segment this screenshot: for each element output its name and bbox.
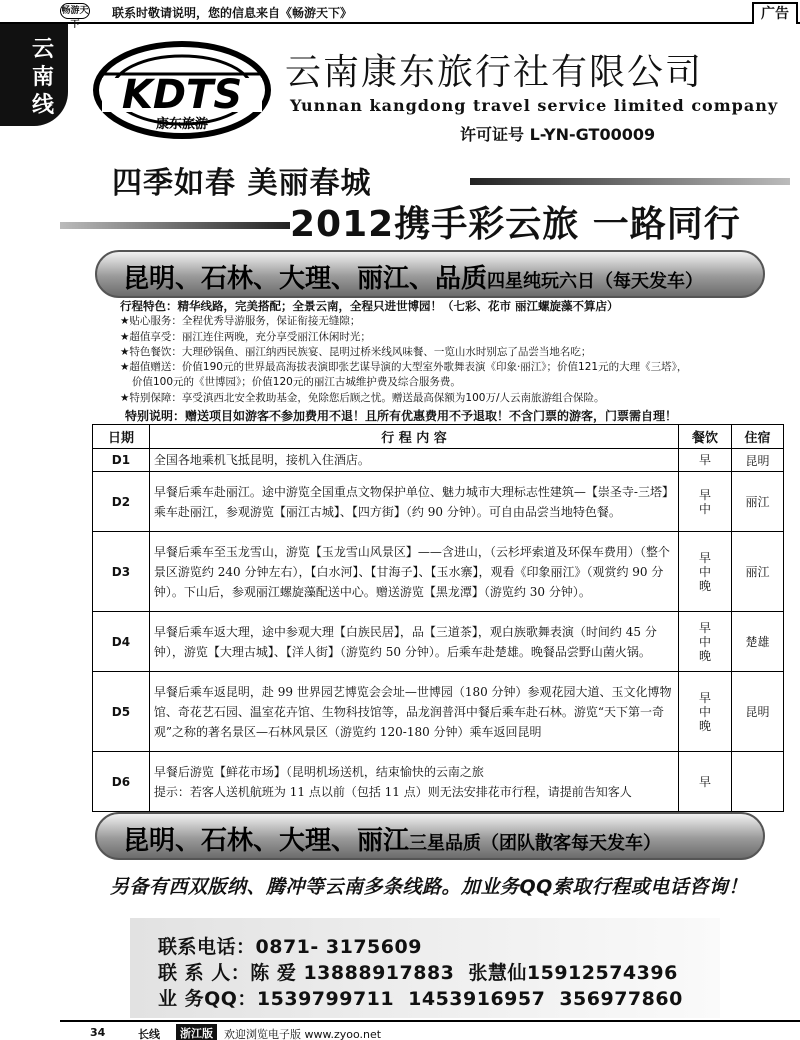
row-day: D1	[93, 449, 150, 472]
slogan-line-1: 四季如春 美丽春城	[112, 166, 372, 201]
row-stay: 丽江	[732, 472, 784, 532]
company-name-en: Yunnan kangdong travel service limited company	[290, 96, 779, 115]
slogan-line-2: 2012携手彩云旅 一路同行	[290, 204, 741, 245]
feature-item: 价值100元的《世博园》；价值120元的丽江古城维护费及综合服务费。	[132, 376, 461, 389]
row-meal: 早中晚	[679, 612, 732, 672]
qq-number-1: 1539799711	[256, 988, 395, 1010]
row-stay: 昆明	[732, 449, 784, 472]
person-label: 联 系 人：	[158, 962, 251, 984]
footer	[60, 1020, 800, 1040]
side-tab-label: 云南线	[31, 37, 54, 118]
row-content: 全国各地乘机飞抵昆明，接机入住酒店。	[149, 449, 678, 472]
feature-item: ★特色餐饮：大理砂锅鱼、丽江纳西民族宴、昆明过桥米线风味餐、一览山水时别忘了品尝当地名吃；	[120, 345, 592, 358]
more-routes-text: 另备有西双版纳、腾冲等云南多条线路。加业务QQ索取行程或电话咨询！	[110, 876, 748, 898]
row-meal: 早中晚	[679, 532, 732, 612]
slogan-divider-2	[60, 222, 290, 229]
feature-item: ★特别保障：享受滇西北安全救助基金，免除您后顾之忧。赠送最高保额为100万/人云南旅游组合保险。	[120, 391, 605, 404]
col-header-content: 行 程 内 容	[149, 425, 678, 449]
phone-number: 0871- 3175609	[255, 936, 422, 958]
contact-person-1: 陈 爱 13888917883	[250, 962, 455, 984]
features-intro: 行程特色：精华线路，完美搭配；全景云南，全程只进世博园！（七彩、花市 丽江螺旋藻不算店）	[120, 299, 619, 313]
row-content: 早餐后乘车返大理，途中参观大理【白族民居】，品【三道茶】，观白族歌舞表演（时间约 45 分钟），游览【大理古城】、【洋人街】（游览约 50 分钟）。后乘车赴楚雄。晚餐品尝野山菌火锅。	[149, 612, 678, 672]
header-notice: 联系时敬请说明，您的信息来自《畅游天下》	[112, 6, 353, 20]
slogan-divider-1	[470, 178, 790, 185]
col-header-stay: 住宿	[732, 425, 784, 449]
page-number: 34	[90, 1026, 106, 1039]
row-meal: 早	[679, 752, 732, 812]
contact-person-row	[158, 958, 678, 985]
magazine-section: 长线	[138, 1028, 160, 1040]
qq-number-3: 356977860	[559, 988, 683, 1010]
banner-route: 昆明、石林、大理、丽江、品质	[123, 264, 488, 294]
table-row	[93, 752, 784, 812]
row-day: D2	[93, 472, 150, 532]
row-content: 早餐后游览【鲜花市场】（昆明机场送机，结束愉快的云南之旅 提示：若客人送机航班为 11 点以前（包括 11 点）则无法安排花市行程，请提前告知客人	[149, 752, 678, 812]
special-note: 特别说明：赠送项目如游客不参加费用不退！且所有优惠费用不予退取！不含门票的游客，门票需自理！	[125, 409, 678, 424]
row-meal: 早	[679, 449, 732, 472]
table-row	[93, 449, 784, 472]
table-row	[93, 672, 784, 752]
table-header-row	[93, 425, 784, 449]
row-stay: 楚雄	[732, 612, 784, 672]
row-content: 早餐后乘车返昆明，赴 99 世界园艺博览会会址—世博园（180 分钟）参观花园大道、玉文化博物馆、奇花艺石园、温室花卉馆、生物科技馆等，品龙润普洱中餐后乘车赴石林。游览“天下第一奇观”之称的著名景区—石林风景区（游览约 120-180 分钟）乘车返回昆明	[149, 672, 678, 752]
table-row	[93, 472, 784, 532]
row-meal: 早中晚	[679, 672, 732, 752]
license-number: 许可证号 L-YN-GT00009	[460, 125, 656, 144]
logo-chinese: 康东旅游	[155, 117, 209, 132]
col-header-date: 日期	[93, 425, 150, 449]
row-stay: 昆明	[732, 672, 784, 752]
kdts-logo	[92, 40, 272, 140]
route-banner-4star	[95, 250, 765, 298]
row-day: D4	[93, 612, 150, 672]
edition-badge: 浙江版	[176, 1024, 217, 1040]
top-bar	[0, 0, 800, 30]
row-stay: 丽江	[732, 532, 784, 612]
banner-sub: 四星纯玩六日（每天发车）	[487, 271, 704, 292]
qq-label: 业 务QQ：	[158, 988, 257, 1010]
row-content: 早餐后乘车至玉龙雪山，游览【玉龙雪山风景区】——含进山，（云杉坪索道及环保车费用）（整个景区游览约 240 分钟左右），【白水河】、【甘海子】、【玉水寨】，观看《印象丽江》（观赏约 90 分钟）。下山后，参观丽江螺旋藻配送中心。赠送游览【黑龙潭】（游览约 30 分钟）。	[149, 532, 678, 612]
row-stay	[732, 752, 784, 812]
footer-website: 欢迎浏览电子版 www.zyoo.net	[224, 1028, 382, 1040]
itinerary-table	[92, 424, 784, 812]
row-day: D5	[93, 672, 150, 752]
row-day: D3	[93, 532, 150, 612]
contact-person-2: 张慧仙15912574396	[468, 962, 678, 984]
row-day: D6	[93, 752, 150, 812]
feature-item: ★贴心服务：全程优秀导游服务，保证衔接无缝隙；	[120, 315, 361, 328]
table-row	[93, 612, 784, 672]
row-meal: 早中	[679, 472, 732, 532]
features-list	[120, 299, 720, 424]
banner-route: 昆明、石林、大理、丽江	[123, 826, 410, 856]
banner-sub: 三星品质（团队散客每天发车）	[409, 833, 662, 854]
feature-item: ★超值享受：丽江连住两晚，充分享受丽江休闲时光；	[120, 330, 371, 343]
route-banner-3star	[95, 812, 765, 860]
contact-qq-row	[158, 984, 683, 1011]
side-tab	[0, 24, 68, 126]
phone-label: 联系电话：	[158, 936, 256, 958]
contact-phone-row	[158, 932, 422, 959]
feature-item: ★超值赠送：价值190元的世界最高海拔表演即张艺谋导演的大型室外歌舞表演《印象·丽江》；价值121元的大理《三塔》，	[120, 361, 688, 374]
publisher-logo: 畅游天下	[60, 3, 90, 19]
row-content: 早餐后乘车赴丽江。途中游览全国重点文物保护单位、魅力城市大理标志性建筑—【崇圣寺-三塔】乘车赴丽江，参观游览【丽江古城】、【四方街】（约 90 分钟）。可自由品尝当地特色餐。	[149, 472, 678, 532]
col-header-meal: 餐饮	[679, 425, 732, 449]
company-name-cn: 云南康东旅行社有限公司	[285, 52, 704, 93]
logo-letters: KDTS	[121, 72, 243, 118]
qq-number-2: 1453916957	[408, 988, 546, 1010]
table-row	[93, 532, 784, 612]
section-tag: 广告	[752, 2, 798, 24]
